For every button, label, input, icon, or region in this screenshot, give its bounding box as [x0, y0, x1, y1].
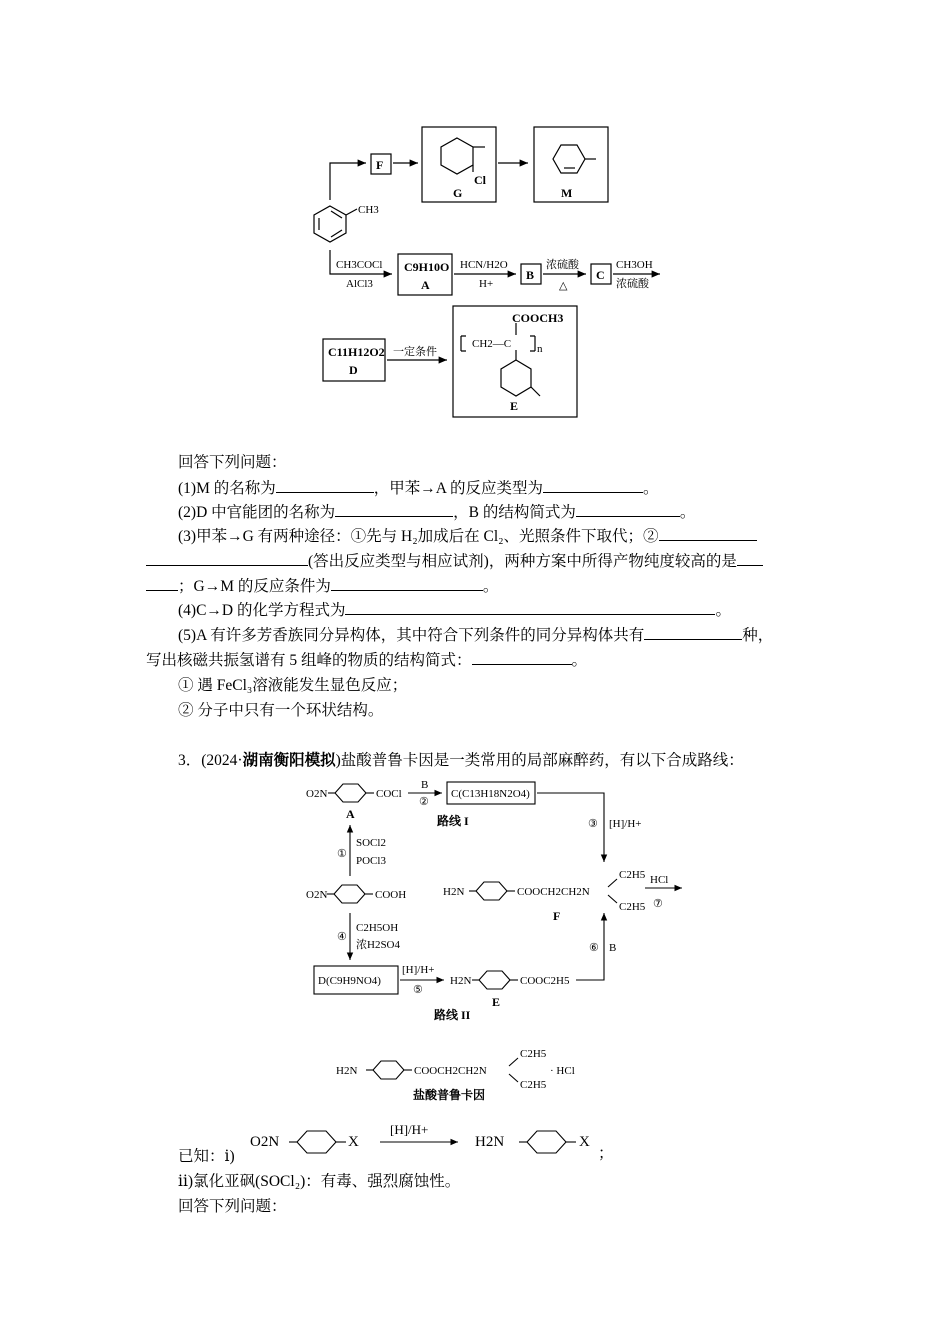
- label-c2h5-p1: C2H5: [520, 1048, 547, 1060]
- answer-blank[interactable]: [146, 576, 178, 591]
- q3-text-d: 。: [482, 578, 499, 595]
- q4-text-b: 。: [715, 602, 731, 619]
- label-cocl: COCl: [376, 788, 402, 800]
- known-ii: ⅱ)氯化亚砜(SOCl₂)：有毒、强烈腐蚀性。: [178, 1173, 461, 1190]
- reagent-cond: 一定条件: [393, 346, 437, 358]
- reagent-h2so4-3: 浓H2SO4: [356, 939, 401, 951]
- label-h2n-f: H2N: [443, 886, 465, 898]
- formula-d: C11H12O2: [328, 345, 385, 359]
- answer-blank[interactable]: [543, 478, 643, 493]
- label-cl: Cl: [474, 173, 486, 187]
- q2-item-5-cont: [146, 650, 587, 671]
- label-f-ester: COOCH2CH2N: [517, 886, 590, 898]
- q3-title-c: )盐酸普鲁卡因是一类常用的局部麻醉药，有以下合成路线：: [335, 752, 744, 769]
- q2-item-2: [178, 502, 695, 523]
- reagent-h2so4-2: 浓硫酸: [616, 278, 649, 290]
- product-name: 盐酸普鲁卡因: [413, 1088, 486, 1102]
- step-7: ⑦: [653, 898, 663, 910]
- label-c2h5-f1: C2H5: [619, 869, 646, 881]
- label-o2n-a: O2N: [306, 788, 328, 800]
- reagent-alcl3: AlCl3: [346, 278, 373, 290]
- label-ch3: CH3: [358, 204, 379, 216]
- q5-text-b: 种，: [742, 627, 774, 644]
- q2-item-3: [178, 526, 757, 547]
- known-reagent: [H]/H+: [390, 1122, 429, 1137]
- step-4: ④: [337, 931, 347, 943]
- q3-title-source: 湖南衡阳模拟: [242, 752, 336, 769]
- step-3: ③: [588, 818, 598, 830]
- q2-item-5: [178, 625, 773, 646]
- q5-text-c: 写出核磁共振氢谱有 5 组峰的物质的结构简式：: [146, 652, 472, 669]
- label-cooch3: COOCH3: [512, 311, 564, 325]
- known-i: 已知：ⅰ): [178, 1148, 235, 1165]
- step-6: ⑥: [589, 942, 599, 954]
- label-d2: D(C9H9NO4): [318, 975, 381, 987]
- reagent-ch3oh: CH3OH: [616, 259, 653, 271]
- reagent-h-5: [H]/H+: [402, 964, 435, 976]
- known-o2n: O2N: [250, 1134, 280, 1150]
- label-e: E: [510, 399, 519, 413]
- reagent-hcl: HCl: [650, 874, 669, 886]
- reagent-heat: △: [559, 280, 568, 292]
- reagent-hcn: HCN/H2O: [460, 259, 508, 271]
- formula-a: C9H10O: [404, 260, 450, 274]
- label-m: M: [561, 186, 573, 200]
- q2-item-3-cont: [146, 551, 763, 572]
- label-f: F: [376, 158, 384, 172]
- reagent-b-6: B: [609, 942, 617, 954]
- route-2: 路线 II: [434, 1008, 471, 1022]
- reagent-h: H+: [479, 278, 494, 290]
- q2-intro: 回答下列问题：: [178, 454, 287, 471]
- step-1: ①: [337, 848, 347, 860]
- q2-text-c: 。: [679, 504, 696, 521]
- q2-text-a: (2)D 中官能团的名称为: [178, 504, 336, 521]
- q1-text-a: (1)M 的名称为: [178, 480, 276, 497]
- answer-blank[interactable]: [737, 551, 763, 566]
- label-c: C: [596, 268, 605, 282]
- q5-text-a: (5)A 有许多芳香族同分异构体，其中符合下列条件的同分异构体共有: [178, 627, 645, 644]
- reagent-ch3cocl: CH3COCl: [336, 259, 383, 271]
- label-hcl-salt: · HCl: [550, 1065, 575, 1077]
- known-x1: X: [348, 1134, 359, 1150]
- q4-text-a: (4)C→D 的化学方程式为: [178, 602, 346, 619]
- label-a: A: [421, 278, 430, 292]
- q5-text-d: 。: [571, 652, 588, 669]
- label-d: D: [349, 363, 358, 377]
- label-o2n-b: O2N: [306, 889, 328, 901]
- q3-text-c: ；G→M 的反应条件为: [178, 578, 331, 595]
- label-e2: E: [492, 995, 501, 1009]
- label-h2n-p: H2N: [336, 1065, 358, 1077]
- q2-condition-2: ② 分子中只有一个环状结构。: [178, 702, 384, 719]
- label-e-ester: COOC2H5: [520, 975, 570, 987]
- reagent-h2so4: 浓硫酸: [546, 259, 579, 271]
- q1-text-c: 。: [642, 480, 659, 497]
- known-h2n: H2N: [475, 1134, 505, 1150]
- q2-item-4: [178, 600, 731, 621]
- reagent-c2h5oh: C2H5OH: [356, 922, 399, 934]
- q2-item-3-cont2: [146, 576, 498, 597]
- label-n: n: [537, 343, 543, 355]
- step-5: ⑤: [413, 984, 423, 996]
- label-a2: A: [346, 807, 355, 821]
- step-2: ②: [419, 796, 429, 808]
- reagent-b: B: [421, 779, 429, 791]
- label-f2: F: [553, 909, 561, 923]
- route-1: 路线 I: [437, 814, 469, 828]
- q2-condition-1: ① 遇 FeCl₃溶液能发生显色反应；: [178, 677, 408, 694]
- q3-title: [178, 751, 744, 771]
- label-chain: CH2—C: [472, 338, 512, 350]
- reagent-h-3: [H]/H+: [609, 818, 642, 830]
- q3-text-b: (答出反应类型与相应试剂)，两种方案中所得产物纯度较高的是: [308, 553, 737, 570]
- answer-blank[interactable]: [276, 478, 374, 493]
- answer-blank[interactable]: [644, 625, 742, 640]
- label-b: B: [526, 268, 535, 282]
- answer-blank[interactable]: [576, 502, 680, 517]
- answer-blank[interactable]: [335, 502, 453, 517]
- label-c2h5-f2: C2H5: [619, 901, 646, 913]
- q2-text-b: ，B 的结构简式为: [453, 504, 576, 521]
- q1-text-b: ，甲苯→A 的反应类型为: [373, 480, 543, 497]
- reagent-socl2: SOCl2: [356, 837, 386, 849]
- label-p-ester: COOCH2CH2N: [414, 1065, 487, 1077]
- q2-item-1: [178, 478, 658, 499]
- answer-blank[interactable]: [659, 526, 757, 541]
- answer-blank[interactable]: [146, 551, 308, 566]
- label-h2n-e: H2N: [450, 975, 472, 987]
- label-cooh: COOH: [375, 889, 407, 901]
- q3-title-a: 3．(2024·: [178, 752, 243, 769]
- label-c2: C(C13H18N2O4): [451, 788, 530, 800]
- known-x2: X: [579, 1134, 590, 1150]
- q3-answer-intro: 回答下列问题：: [178, 1198, 287, 1215]
- label-g: G: [453, 186, 463, 200]
- reagent-pocl3: POCl3: [356, 855, 386, 867]
- q3-text-a: (3)甲苯→G 有两种途径：①先与 H₂加成后在 Cl₂、光照条件下取代；②: [178, 528, 659, 545]
- label-c2h5-p2: C2H5: [520, 1079, 547, 1091]
- answer-blank[interactable]: [472, 650, 572, 665]
- answer-blank[interactable]: [345, 600, 715, 615]
- known-semicolon: ；: [598, 1145, 614, 1162]
- answer-blank[interactable]: [331, 576, 483, 591]
